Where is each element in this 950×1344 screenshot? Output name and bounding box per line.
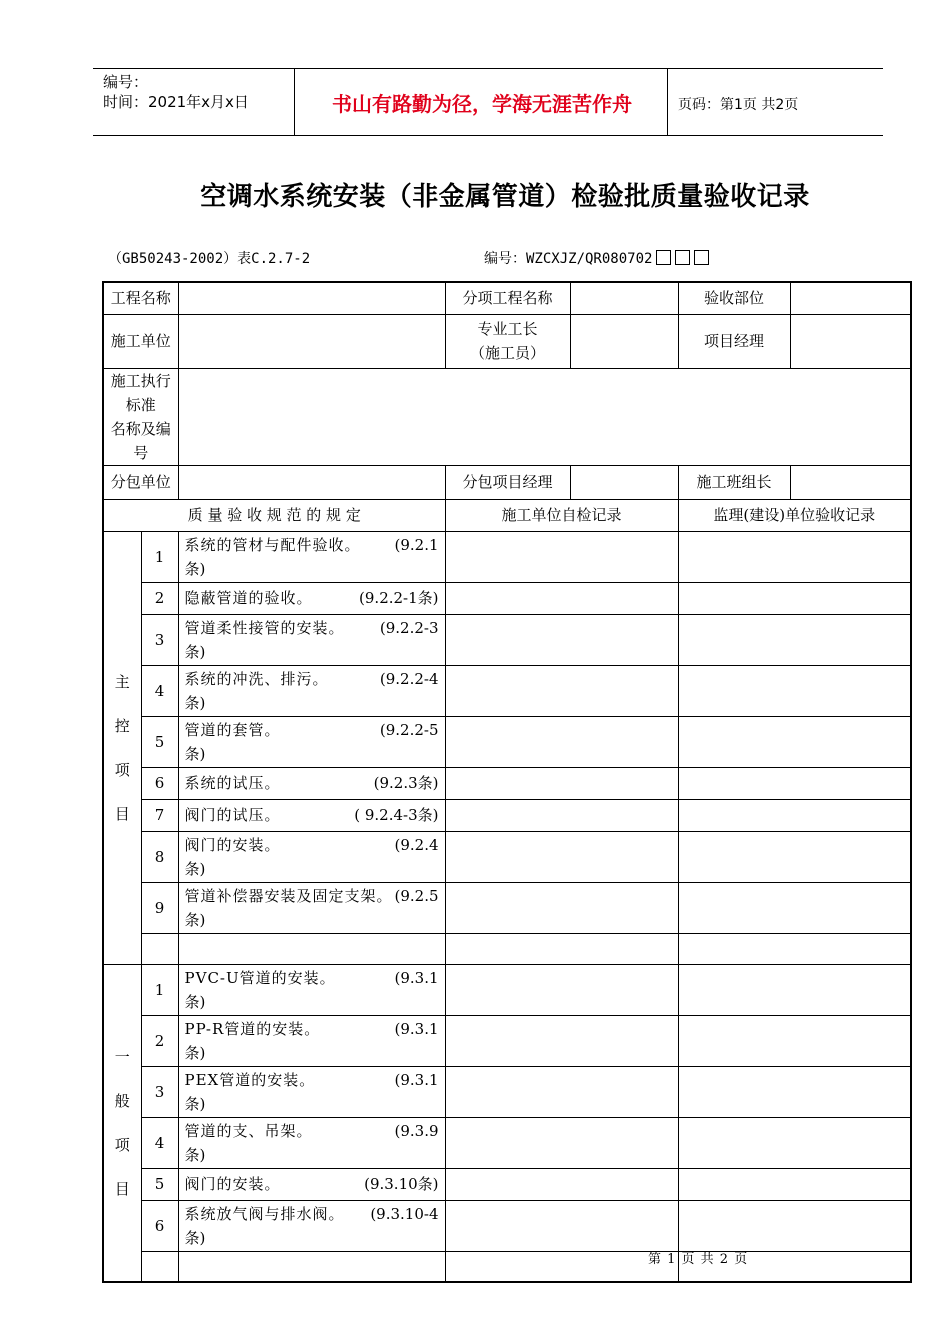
team-leader-value[interactable] xyxy=(790,465,911,499)
main-item-row xyxy=(103,799,911,831)
sub-project-value[interactable] xyxy=(570,282,678,314)
item-number: 6 xyxy=(141,1200,178,1251)
document-title: 空调水系统安装（非金属管道）检验批质量验收记录 xyxy=(200,182,810,212)
header-divider-1 xyxy=(294,69,295,136)
item-text: 系统的管材与配件验收。 xyxy=(184,535,361,554)
blank-number-cell xyxy=(141,933,178,964)
item-text: 管道的支、吊架。 xyxy=(184,1121,313,1140)
item-number: 9 xyxy=(141,882,178,933)
item-text: 阀门的试压。 xyxy=(184,806,281,824)
item-ref-cont: 条) xyxy=(184,642,206,661)
item-ref-cont: 条) xyxy=(184,693,206,712)
project-name-value[interactable] xyxy=(178,282,445,314)
general-item-blank-row xyxy=(103,1251,911,1282)
item-number: 5 xyxy=(141,716,178,767)
item-text: 隐蔽管道的验收。 xyxy=(184,589,313,607)
main-item-row xyxy=(103,614,911,665)
team-leader-label: 施工班组长 xyxy=(678,465,790,499)
item-ref: (9.2.2-3 xyxy=(379,618,439,637)
supervision-cell[interactable] xyxy=(678,665,911,716)
general-item-row xyxy=(103,1168,911,1200)
item-number: 1 xyxy=(141,531,178,582)
item-number: 2 xyxy=(141,1015,178,1066)
item-number: 5 xyxy=(141,1168,178,1200)
self-check-cell[interactable] xyxy=(445,716,678,767)
self-check-cell[interactable] xyxy=(445,1117,678,1168)
subcontractor-value[interactable] xyxy=(178,465,445,499)
item-text: 阀门的安装。 xyxy=(184,1175,281,1193)
self-check-column-header: 施工单位自检记录 xyxy=(445,499,678,531)
self-check-cell[interactable] xyxy=(445,614,678,665)
item-number: 8 xyxy=(141,831,178,882)
time-label: 时间：2021年x月x日 xyxy=(103,93,249,111)
self-check-cell[interactable] xyxy=(445,1066,678,1117)
main-label-char: 控 xyxy=(114,716,130,735)
self-check-cell[interactable] xyxy=(445,831,678,882)
general-item-row xyxy=(103,1015,911,1066)
item-ref: ( 9.2.4-3条) xyxy=(354,806,439,824)
supervision-cell[interactable] xyxy=(678,767,911,799)
general-item-row xyxy=(103,1200,911,1251)
general-label-char: 目 xyxy=(114,1179,130,1198)
item-text: 系统的冲洗、排污。 xyxy=(184,669,329,688)
item-spec xyxy=(178,831,445,882)
item-number: 3 xyxy=(141,614,178,665)
item-number: 6 xyxy=(141,767,178,799)
item-ref: (9.2.4 xyxy=(394,835,439,854)
supervision-cell[interactable] xyxy=(678,1015,911,1066)
foreman-label: 专业工长 xyxy=(477,320,538,338)
standard-label-2: 名称及编号 xyxy=(110,419,171,462)
general-label-char: 项 xyxy=(114,1135,130,1154)
blank-number-cell xyxy=(141,1251,178,1282)
item-text: PP-R管道的安装。 xyxy=(184,1019,321,1038)
item-text: 系统放气阀与排水阀。 xyxy=(184,1204,345,1223)
foreman-sub-label: （施工员） xyxy=(470,344,546,362)
main-item-row xyxy=(103,882,911,933)
contractor-label: 施工单位 xyxy=(103,314,178,368)
item-ref-cont: 条) xyxy=(184,910,206,929)
spec-column-header: 质 量 验 收 规 范 的 规 定 xyxy=(103,499,445,531)
checkbox-2[interactable] xyxy=(675,250,690,265)
item-spec xyxy=(178,1168,445,1200)
item-spec xyxy=(178,1015,445,1066)
self-check-cell[interactable] xyxy=(445,933,678,964)
form-number: 编号：WZCXJZ/QR080702 xyxy=(484,251,653,267)
item-spec xyxy=(178,882,445,933)
item-spec xyxy=(178,799,445,831)
page-footer: 第 1 页 共 2 页 xyxy=(648,1252,749,1267)
info-row-4 xyxy=(103,465,911,499)
item-ref: (9.3.1 xyxy=(394,1019,439,1038)
item-spec xyxy=(178,665,445,716)
self-check-cell[interactable] xyxy=(445,882,678,933)
item-ref: (9.2.2-4 xyxy=(379,669,439,688)
foreman-label-cell xyxy=(445,314,570,368)
self-check-cell[interactable] xyxy=(445,767,678,799)
project-name-label: 工程名称 xyxy=(103,282,178,314)
supervision-cell[interactable] xyxy=(678,1117,911,1168)
foreman-value[interactable] xyxy=(570,314,678,368)
blank-spec-cell[interactable] xyxy=(178,1251,445,1282)
item-ref: (9.2.5 xyxy=(394,886,439,905)
supervision-cell[interactable] xyxy=(678,882,911,933)
supervision-cell[interactable] xyxy=(678,531,911,582)
item-number: 3 xyxy=(141,1066,178,1117)
item-ref-cont: 条) xyxy=(184,992,206,1011)
subcontractor-label: 分包单位 xyxy=(103,465,178,499)
inspection-part-label: 验收部位 xyxy=(678,282,790,314)
main-item-row xyxy=(103,716,911,767)
item-number: 7 xyxy=(141,799,178,831)
main-item-row xyxy=(103,767,911,799)
general-item-row xyxy=(103,1117,911,1168)
item-ref: (9.3.1 xyxy=(394,1070,439,1089)
item-ref: (9.2.2-5 xyxy=(379,720,439,739)
self-check-cell[interactable] xyxy=(445,1200,678,1251)
project-manager-label: 项目经理 xyxy=(678,314,790,368)
general-item-row xyxy=(103,964,911,1015)
item-ref: (9.3.10-4 xyxy=(370,1204,439,1223)
item-text: 系统的试压。 xyxy=(184,774,281,792)
project-manager-value[interactable] xyxy=(790,314,911,368)
main-item-row xyxy=(103,831,911,882)
sub-pm-label: 分包项目经理 xyxy=(445,465,570,499)
inspection-part-value[interactable] xyxy=(790,282,911,314)
item-spec xyxy=(178,964,445,1015)
standard-label-1: 施工执行标准 xyxy=(110,371,171,414)
item-text: 管道补偿器安装及固定支架。 xyxy=(184,886,393,905)
page-info: 页码：第1页 共2页 xyxy=(678,97,799,113)
inspection-table xyxy=(102,281,912,1283)
self-check-cell[interactable] xyxy=(445,531,678,582)
item-ref-cont: 条) xyxy=(184,1094,206,1113)
info-row-1 xyxy=(103,282,911,314)
supervision-cell[interactable] xyxy=(678,716,911,767)
item-text: PVC-U管道的安装。 xyxy=(184,968,336,987)
item-ref: (9.3.9 xyxy=(394,1121,439,1140)
column-header-row xyxy=(103,499,911,531)
item-ref-cont: 条) xyxy=(184,1228,206,1247)
supervision-cell[interactable] xyxy=(678,933,911,964)
self-check-cell[interactable] xyxy=(445,799,678,831)
self-check-cell[interactable] xyxy=(445,1015,678,1066)
item-ref-cont: 条) xyxy=(184,1043,206,1062)
item-number: 4 xyxy=(141,665,178,716)
main-item-row xyxy=(103,531,911,582)
self-check-cell[interactable] xyxy=(445,1168,678,1200)
checkbox-3[interactable] xyxy=(694,250,709,265)
main-label-char: 项 xyxy=(114,760,130,779)
main-control-label xyxy=(103,531,141,964)
blank-spec-cell[interactable] xyxy=(178,933,445,964)
item-ref: (9.2.1 xyxy=(394,535,439,554)
item-spec xyxy=(178,582,445,614)
general-label-char: 般 xyxy=(114,1091,130,1110)
contractor-value[interactable] xyxy=(178,314,445,368)
form-number-wrap xyxy=(484,248,709,268)
item-text: 阀门的安装。 xyxy=(184,835,281,854)
item-ref: (9.3.10条) xyxy=(364,1175,439,1193)
self-check-cell[interactable] xyxy=(445,1251,678,1282)
item-ref: (9.2.3条) xyxy=(373,774,439,792)
supervision-cell[interactable] xyxy=(678,1066,911,1117)
standard-label-cell xyxy=(103,368,178,465)
supervision-cell[interactable] xyxy=(678,964,911,1015)
supervision-cell[interactable] xyxy=(678,1200,911,1251)
main-label-char: 目 xyxy=(114,804,130,823)
supervision-cell[interactable] xyxy=(678,799,911,831)
self-check-cell[interactable] xyxy=(445,582,678,614)
info-row-2 xyxy=(103,314,911,368)
item-text: 管道的套管。 xyxy=(184,720,281,739)
main-item-blank-row xyxy=(103,933,911,964)
item-ref: (9.2.2-1条) xyxy=(359,589,439,607)
header-meta xyxy=(103,72,249,112)
general-label-char: 一 xyxy=(114,1047,130,1066)
item-spec xyxy=(178,1117,445,1168)
supervision-column-header: 监理(建设)单位验收记录 xyxy=(678,499,911,531)
item-number: 2 xyxy=(141,582,178,614)
item-spec xyxy=(178,767,445,799)
general-items-label xyxy=(103,964,141,1282)
item-spec xyxy=(178,1200,445,1251)
info-row-3 xyxy=(103,368,911,465)
standard-value[interactable] xyxy=(178,368,911,465)
sub-project-label: 分项工程名称 xyxy=(445,282,570,314)
sub-pm-value[interactable] xyxy=(570,465,678,499)
main-item-row xyxy=(103,582,911,614)
supervision-cell[interactable] xyxy=(678,831,911,882)
self-check-cell[interactable] xyxy=(445,665,678,716)
number-label: 编号： xyxy=(103,73,149,91)
item-spec xyxy=(178,531,445,582)
standard-reference: （GB50243-2002）表C.2.7-2 xyxy=(108,251,311,267)
general-item-row xyxy=(103,1066,911,1117)
supervision-cell[interactable] xyxy=(678,1168,911,1200)
item-ref-cont: 条) xyxy=(184,744,206,763)
self-check-cell[interactable] xyxy=(445,964,678,1015)
item-ref: (9.3.1 xyxy=(394,968,439,987)
item-ref-cont: 条) xyxy=(184,859,206,878)
item-text: PEX管道的安装。 xyxy=(184,1070,316,1089)
item-text: 管道柔性接管的安装。 xyxy=(184,618,345,637)
item-spec xyxy=(178,716,445,767)
item-ref-cont: 条) xyxy=(184,1145,206,1164)
supervision-cell[interactable] xyxy=(678,582,911,614)
main-item-row xyxy=(103,665,911,716)
checkbox-1[interactable] xyxy=(656,250,671,265)
motto: 书山有路勤为径，学海无涯苦作舟 xyxy=(332,92,632,116)
item-spec xyxy=(178,1066,445,1117)
item-spec xyxy=(178,614,445,665)
item-ref-cont: 条) xyxy=(184,559,206,578)
item-number: 1 xyxy=(141,964,178,1015)
main-label-char: 主 xyxy=(114,672,130,691)
supervision-cell[interactable] xyxy=(678,614,911,665)
item-number: 4 xyxy=(141,1117,178,1168)
